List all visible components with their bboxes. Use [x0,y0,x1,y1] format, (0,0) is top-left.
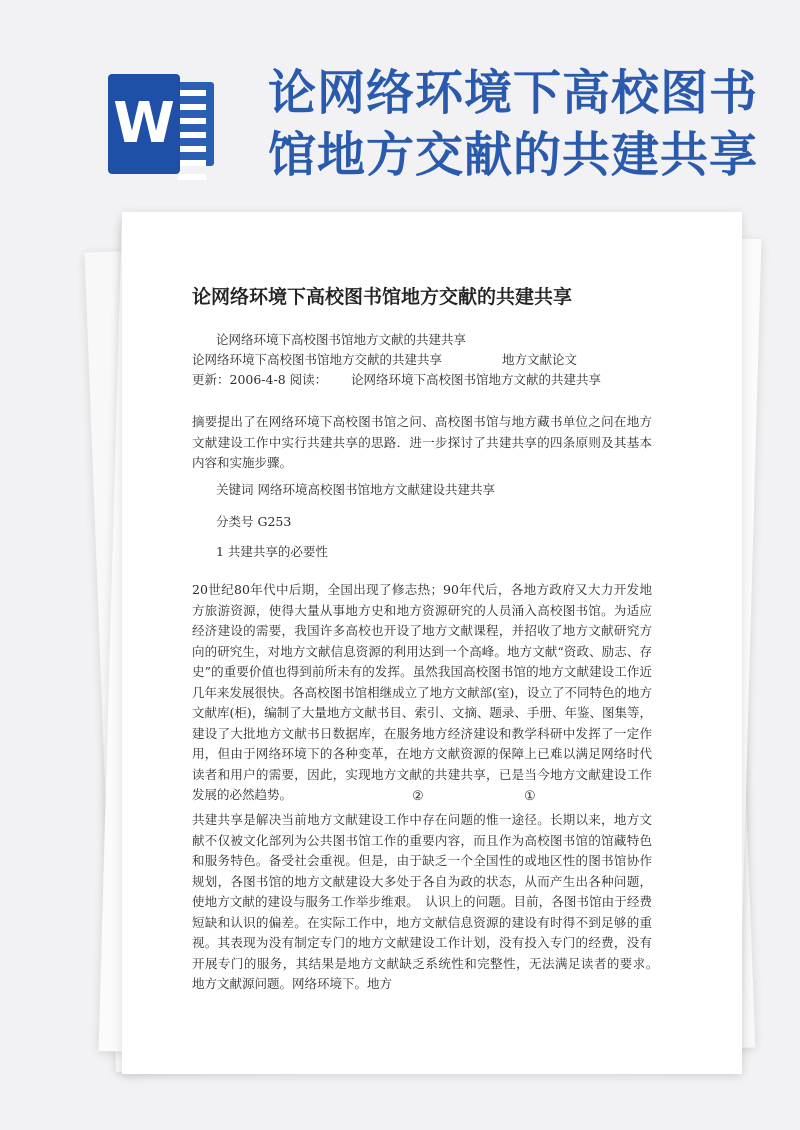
meta-title-repeat-2: 论网络环境下高校图书馆地方文献的共建共享 [350,372,601,387]
document-content [122,212,742,1074]
body-paragraph-2: 共建共享是解决当前地方文献建设工作中存在问题的惟一途径。长期以来，地方文献不仅被文化部列为公共图书馆工作的重要内容，而且作为高校图书馆的馆藏特色和服务特色。备受社会重视。但是，由于缺乏一个全国性的或地区性的图书馆协作规划，各图书馆的地方文献建设大多处于各自为政的状态，从而产生出各种问题，使地方文献的建设与服务工作举步维艰。 认识上的问题。目前，各图书馆由于经费短缺和认识的偏差。在实际工作中，地方文献信息资源的建设有时得不到足够的重视。其表现为没有制定专门的地方文献建设工作计划，没有投入专门的经费，没有开展专门的服务，其结果是地方文献缺乏系统性和完整性，无法满足读者的要求。 地方文献源问题。网络环境下。地方 [192,812,665,991]
document-title: 论网络环境下高校图书馆地方交献的共建共享 [192,286,573,308]
meta-line-2 [192,350,712,370]
word-document-icon [108,70,218,178]
footnote-mark-2: ② [412,789,424,804]
banner-title: 论网络环境下高校图书馆地方交献的共建共享 [268,65,759,183]
abstract-paragraph: 摘要提出了在网络环境下高校图书馆之问、高校图书馆与地方藏书单位之问在地方文献建设工作中实行共建共享的思路．进一步探讨了共建共享的四条原则及其基本内容和实施步骤。 [192,414,652,470]
meta-line-1: 论网络环境下高校图书馆地方文献的共建共享 [216,332,467,347]
keywords-line: 关键词 网络环境高校图书馆地方文献建设共建共享 [216,482,495,497]
meta-line-3 [192,370,712,390]
body-paragraph-1: 20世纪80年代中后期，全国出现了修志热；90年代后，各地方政府又大力开发地方旅游资源，使得大量从事地方史和地方资源研究的人员涌入高校图书馆。为适应经济建设的需要，我国许多高校也开设了地方文献课程，并招收了地方文献研究方向的研究生，对地方文献信息资源的利用达到一个高峰。地方文献“资政、励志、存史”的重要价值也得到前所未有的发挥。虽然我国高校图书馆的地方文献建设工作近几年来发展很快。各高校图书馆相继成立了地方文献部(室)，设立了不同特色的地方文献库(柜)，编制了大量地方文献书目、索引、文摘、题录、手册、年鉴、图集等，建设了大批地方文献书日数据库，在服务地方经济建设和教学科研中发挥了一定作用，但由于网络环境下的各种变革，在地方文献资源的保障上已难以满足网络时代读者和用户的需要，因此，实现地方文献的共建共享，已是当今地方文献建设工作发展的必然趋势。 [192,582,652,802]
word-logo-tile [108,74,180,174]
meta-category: 地方文献论文 [502,352,578,367]
meta-title-repeat: 论网络环境下高校图书馆地方交献的共建共享 [192,352,443,367]
document-meta [192,330,712,390]
section-heading: 1 共建共享的必要性 [216,544,328,559]
classification-line: 分类号 G253 [216,514,292,529]
word-logo-letter: W [113,91,175,156]
footnote-mark-1: ① [524,789,536,804]
meta-update-date: 更新：2006-4-8 阅读： [192,372,328,387]
